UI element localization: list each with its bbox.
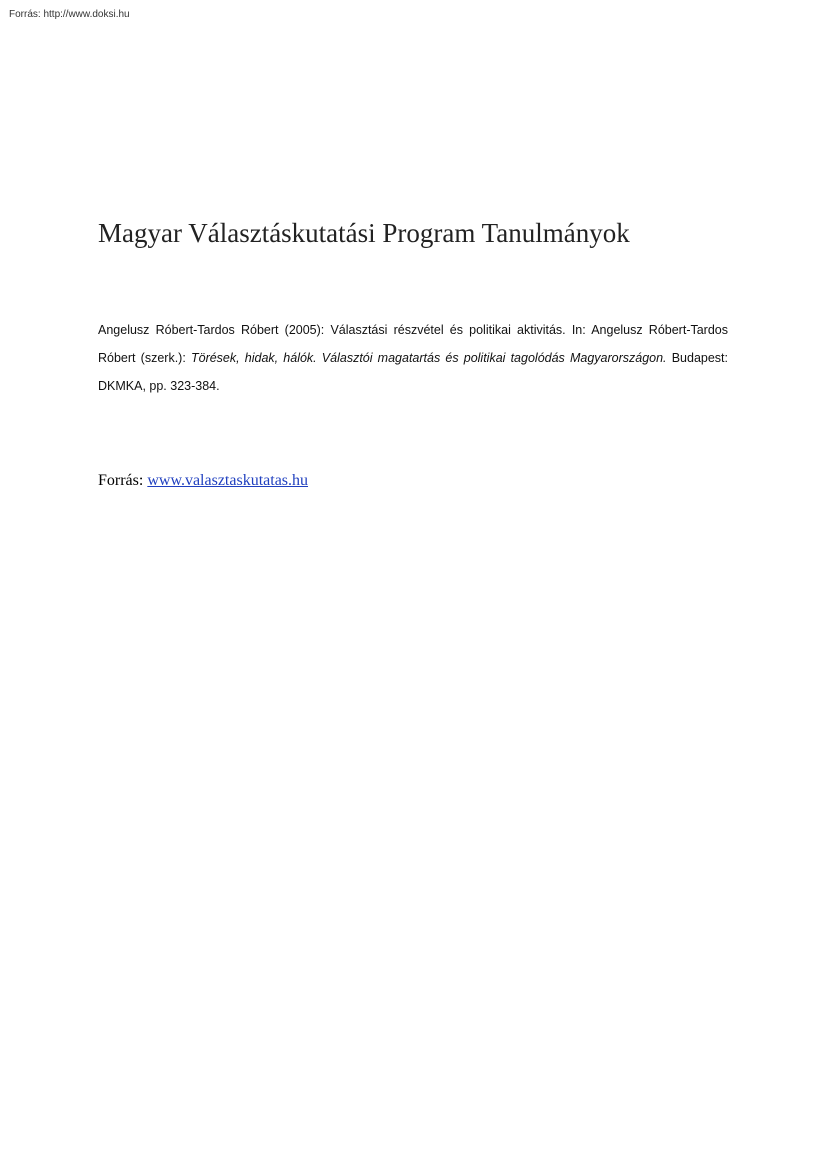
source-label: Forrás: bbox=[98, 472, 148, 489]
source-link[interactable]: www.valasztaskutatas.hu bbox=[147, 472, 309, 489]
citation-text: Angelusz Róbert-Tardos Róbert (2005): Választási részvétel és politikai aktivitás. In: Angelusz Róbert-Tardos Róbert (szerk.): bbox=[98, 323, 728, 365]
source-header: Forrás: http://www.doksi.hu bbox=[9, 9, 130, 20]
citation-book-title: Törések, hidak, hálók. Választói magatartás és politikai tagolódás Magyarországon. bbox=[190, 351, 667, 365]
citation-publisher: Budapest: DKMKA, pp. 323-384. bbox=[98, 351, 728, 393]
citation-paragraph bbox=[98, 316, 728, 400]
document-title: Magyar Választáskutatási Program Tanulmányok bbox=[98, 218, 630, 248]
source-line bbox=[98, 472, 308, 490]
